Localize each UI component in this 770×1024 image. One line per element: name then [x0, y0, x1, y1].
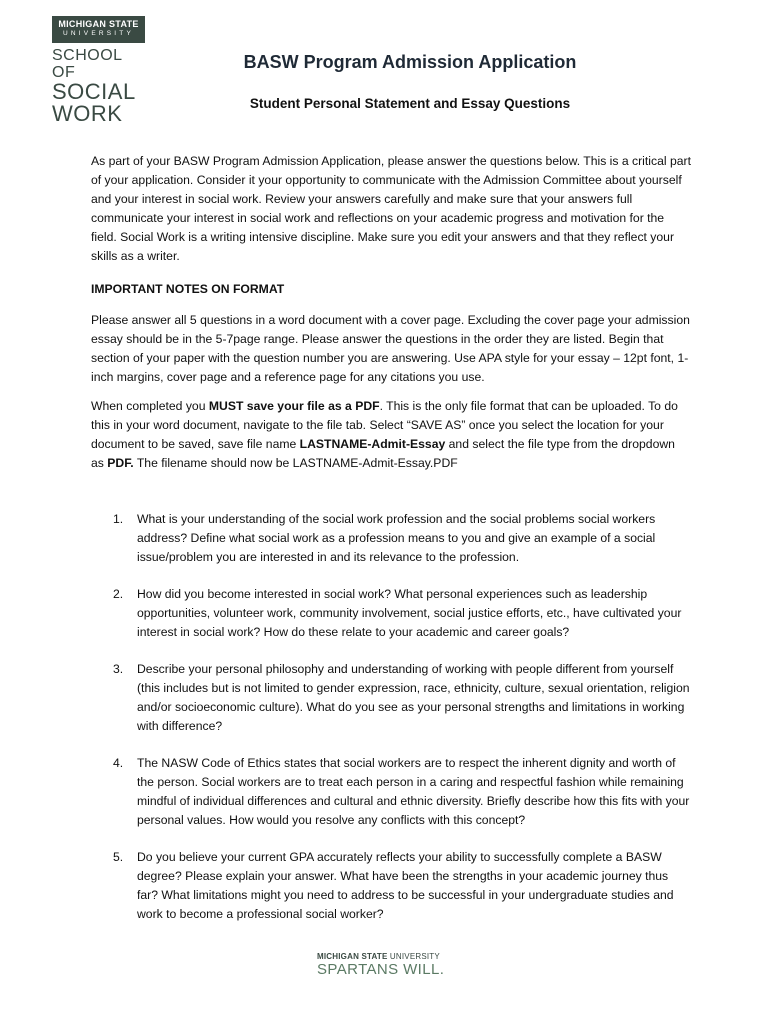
- save-text-1: When completed you: [91, 399, 209, 413]
- question-number: 1.: [113, 512, 124, 526]
- save-text-2: . This is the only file format that can be uploaded. To do this in your word document, navigate to the file tab. Select “SAVE AS” once you select the location for your document to be saved, save file name: [91, 399, 678, 451]
- question-text: The NASW Code of Ethics states that social workers are to respect the inherent dignity and worth of the person. Social workers are to treat each person in a caring and respectful fashion while remaining mindful of individual differences and cultural and ethnic diversity. Briefly describe how this fits with your personal values. How would you resolve any conflicts with this concept?: [137, 756, 690, 827]
- msu-social-work-logo: [52, 16, 148, 125]
- save-text-3: and select the file type from the dropdown as: [91, 437, 675, 470]
- page-title: BASW Program Admission Application: [243, 52, 577, 72]
- logo-line-5: WORK: [52, 101, 123, 126]
- spartans-will-footer-logo: [317, 952, 467, 978]
- essay-question-list: [91, 510, 691, 924]
- question-text: What is your understanding of the social work profession and the social problems social workers address? Define what social work as a profession means to you and give an example of a social issue/problem you are interested in and its relevance to the profession.: [137, 512, 656, 564]
- question-item: [91, 585, 691, 642]
- footer-tagline: SPARTANS WILL.: [317, 961, 445, 978]
- logo-line-4: SOCIAL: [52, 79, 136, 104]
- question-item: [91, 660, 691, 736]
- logo-line-2: UNIVERSITY: [62, 30, 134, 37]
- save-text-4: The filename should now be LASTNAME-Admit-Essay.PDF: [133, 456, 458, 470]
- footer-bold-text: MICHIGAN STATE: [317, 952, 388, 961]
- save-instructions-paragraph: [91, 397, 691, 473]
- logo-line-3: SCHOOL OF: [52, 47, 122, 81]
- question-text: Do you believe your current GPA accurately reflects your ability to successfully complete a BASW degree? Please explain your answer. What have been the strengths in your academic journey thus far? What limitations might you need to address to be successful in your undergraduate studies and work to become a professional social worker?: [137, 850, 674, 921]
- question-item: [91, 510, 691, 567]
- save-bold-1: MUST save your file as a PDF: [208, 399, 380, 413]
- page-subtitle: Student Personal Statement and Essay Questions: [249, 96, 571, 111]
- logo-wordmark: [52, 47, 148, 125]
- save-bold-2: LASTNAME-Admit-Essay: [299, 437, 446, 451]
- logo-line-1: MICHIGAN STATE: [58, 19, 139, 29]
- format-paragraph: Please answer all 5 questions in a word document with a cover page. Excluding the cover page your admission essay should be in the 5-7page range. Please answer the questions in the order they are listed. Begin that section of your paper with the question number you are answering. Use APA style for your essay – 12pt font, 1-inch margins, cover page and a reference page for any citations you use.: [91, 313, 690, 384]
- question-text: Describe your personal philosophy and understanding of working with people different from yourself (this includes but is not limited to gender expression, race, ethnicity, culture, sexual orientation, religion and/or socioeconomic culture). What do you see as your personal strengths and limitations in working with difference?: [137, 662, 690, 733]
- save-bold-3: PDF.: [107, 456, 134, 470]
- intro-paragraph: As part of your BASW Program Admission Application, please answer the questions below. This is a critical part of your application. Consider it your opportunity to communicate with the Admission Committee about yourself and your interest in social work. Review your answers carefully and make sure that your answers full communicate your interest in social work and reflections on your academic progress and motivation for the field. Social Work is a writing intensive discipline. Make sure you edit your answers and that they reflect your skills as a writer.: [91, 154, 691, 263]
- question-number: 4.: [113, 756, 124, 770]
- logo-badge: [52, 16, 145, 43]
- footer-rest-text: UNIVERSITY: [387, 952, 440, 961]
- document-body: [91, 152, 691, 942]
- question-number: 2.: [113, 587, 124, 601]
- question-number: 3.: [113, 662, 124, 676]
- format-notes-heading: IMPORTANT NOTES ON FORMAT: [91, 282, 285, 296]
- question-item: [91, 848, 691, 924]
- question-text: How did you become interested in social work? What personal experiences such as leadership opportunities, volunteer work, community involvement, social justice efforts, etc., have cultivated your interest in social work? How do these relate to your academic and career goals?: [137, 587, 682, 639]
- question-number: 5.: [113, 850, 124, 864]
- question-item: [91, 754, 691, 830]
